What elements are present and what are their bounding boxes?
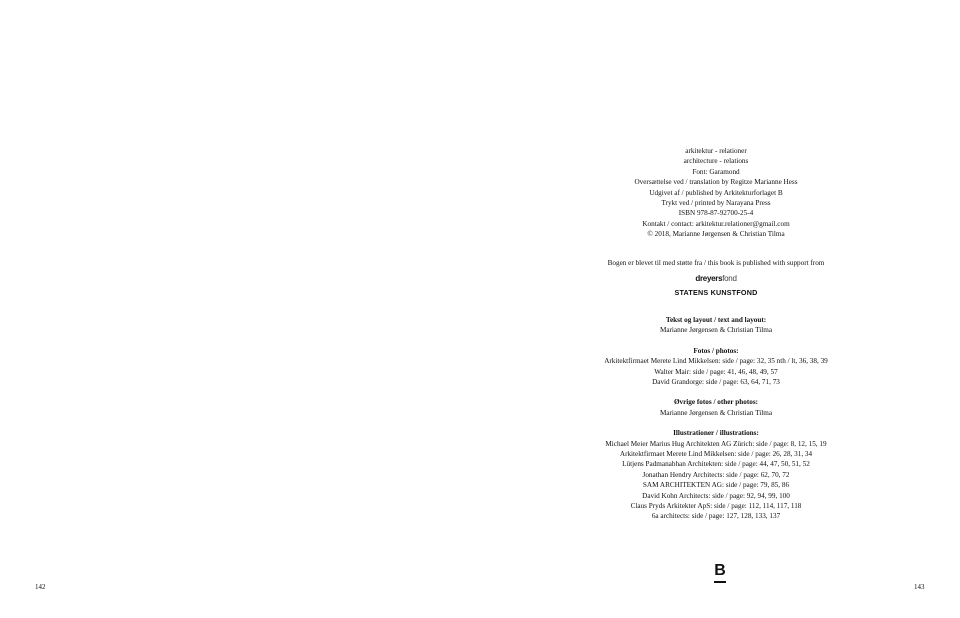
colophon-line: Oversættelse ved / translation by Regitze Marianne Hess xyxy=(634,178,798,187)
dreyers-logo-bold: dreyers xyxy=(695,274,723,284)
illustration-credit: Arkitektfirmaet Merete Lind Mikkelsen: side / page: 26, 28, 31, 34 xyxy=(619,449,813,458)
colophon-line: architecture - relations xyxy=(683,157,749,166)
text-layout-heading: Tekst og layout / text and layout: xyxy=(665,315,767,324)
dreyers-fond-logo xyxy=(572,274,860,284)
statens-kunstfond-logo: STATENS KUNSTFOND xyxy=(674,288,758,298)
illustration-credit: SAM ARCHITEKTEN AG: side / page: 79, 85, 86 xyxy=(642,481,790,490)
publisher-b-logo xyxy=(707,562,733,584)
illustration-credit: Jonathan Hendry Architects: side / page: 62, 70, 72 xyxy=(642,470,790,479)
illustration-credit: Lütjens Padmanabhan Architekten: side / page: 44, 47, 50, 51, 52 xyxy=(622,460,810,469)
colophon-line: Font: Garamond xyxy=(692,167,740,176)
colophon-line: arkitektur - relationer xyxy=(685,147,747,155)
dreyers-logo-light: fond xyxy=(722,274,737,284)
page-number-right: 143 xyxy=(914,583,925,591)
contact-email: Kontakt / contact: arkitektur.relationer@gmail.com xyxy=(642,219,790,228)
colophon-line: Trykt ved / printed by Narayana Press xyxy=(661,199,771,208)
illustration-credit: David Kohn Architects: side / page: 92, 94, 99, 100 xyxy=(642,491,790,500)
photo-credit: David Grandorge: side / page: 63, 64, 71, 73 xyxy=(652,377,780,386)
other-photos-heading: Øvrige fotos / other photos: xyxy=(673,398,759,407)
logo-underline xyxy=(714,581,726,583)
photos-heading: Fotos / photos: xyxy=(693,346,739,355)
support-statement: Bogen er blevet til med støtte fra / this book is published with support from xyxy=(607,258,825,267)
other-photos-credit: Marianne Jørgensen & Christian Tilma xyxy=(659,408,773,417)
photo-credit: Arkitektfirmaet Merete Lind Mikkelsen: side / page: 32, 35 nth / lt, 36, 38, 39 xyxy=(604,357,828,366)
photo-credit: Walter Mair: side / page: 41, 46, 48, 49, 57 xyxy=(654,367,778,376)
illustration-credit: Michael Meier Marius Hug Architekten AG Zürich: side / page: 8, 12, 15, 19 xyxy=(605,439,827,448)
page-number-left: 142 xyxy=(35,583,46,591)
illustration-credit: 6a architects: side / page: 127, 128, 133, 137 xyxy=(651,512,781,521)
illustrations-heading: Illustrationer / illustrations: xyxy=(673,429,759,438)
isbn: ISBN 978-87-92700-25-4 xyxy=(678,209,754,218)
colophon xyxy=(572,146,860,522)
copyright: © 2018, Marianne Jørgensen & Christian Tilma xyxy=(647,230,785,239)
publisher-logo-letter: B xyxy=(714,562,726,579)
colophon-line: Udgivet af / published by Arkitekturforlaget B xyxy=(649,188,783,197)
text-layout-credit: Marianne Jørgensen & Christian Tilma xyxy=(659,326,773,335)
illustration-credit: Claus Pryds Arkitekter ApS: side / page: 112, 114, 117, 118 xyxy=(630,501,802,510)
